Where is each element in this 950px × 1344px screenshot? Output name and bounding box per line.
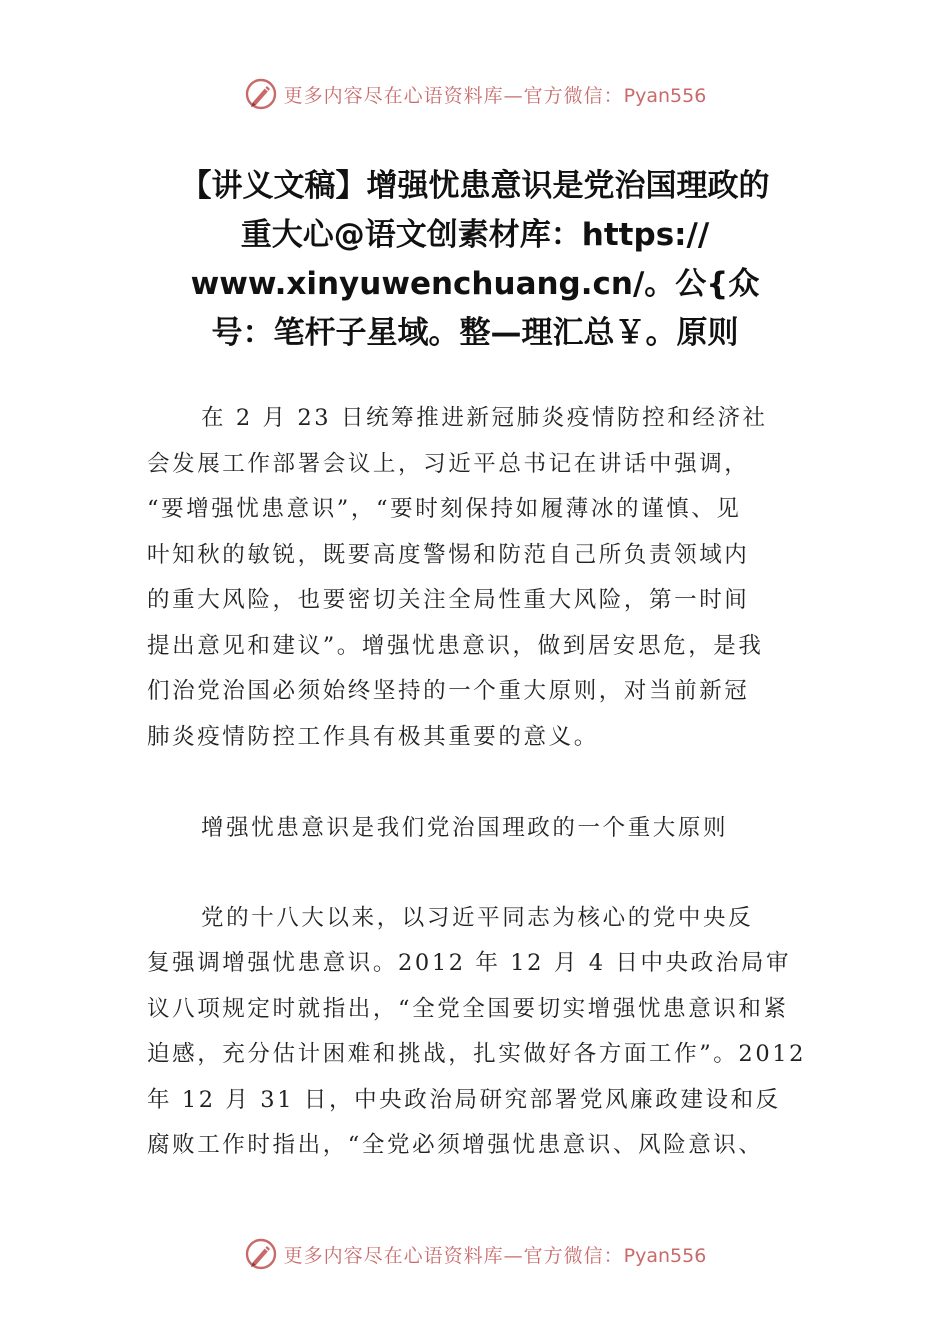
title-line: 【讲义文稿】增强忧患意识是党治国理政的 xyxy=(180,168,770,204)
pen-logo-icon xyxy=(244,1237,278,1271)
text-line: 在 2 月 23 日统筹推进新冠肺炎疫情防控和经济社 xyxy=(201,405,768,431)
watermark-text: 更多内容尽在心语资料库—官方微信：Pyan556 xyxy=(283,84,707,107)
text-line: 议八项规定时就指出，“全党全国要切实增强忧患意识和紧 xyxy=(147,995,789,1022)
title-line: www.xinyuwenchuang.cn/。公{众 xyxy=(190,266,760,302)
paragraph-intro xyxy=(147,396,823,760)
section-heading: 增强忧患意识是我们党治国理政的一个重大原则 xyxy=(201,815,729,841)
text-line: 党的十八大以来，以习近平同志为核心的党中央反 xyxy=(201,904,754,931)
text-line: 年 12 月 31 日，中央政治局研究部署党风廉政建设和反 xyxy=(147,1086,781,1113)
pen-logo-icon xyxy=(244,77,278,111)
watermark-header xyxy=(0,74,950,114)
document-body xyxy=(147,396,823,1169)
text-line: 腐败工作时指出，“全党必须增强忧患意识、风险意识、 xyxy=(147,1132,764,1158)
text-line: “要增强忧患意识”，“要时刻保持如履薄冰的谨慎、见 xyxy=(147,496,742,522)
paragraph-history xyxy=(147,896,823,1169)
watermark-text: 更多内容尽在心语资料库—官方微信：Pyan556 xyxy=(283,1244,707,1267)
title-line: 重大心@语文创素材库：https:// xyxy=(240,217,710,253)
text-line: 叶知秋的敏锐，既要高度警惕和防范自己所负责领域内 xyxy=(147,541,750,568)
text-line: 会发展工作部署会议上，习近平总书记在讲话中强调， xyxy=(147,450,750,477)
text-line: 们治党治国必须始终坚持的一个重大原则，对当前新冠 xyxy=(147,678,750,704)
text-line: 复强调增强忧患意识。2012 年 12 月 4 日中央政治局审 xyxy=(147,950,792,976)
text-line: 肺炎疫情防控工作具有极其重要的意义。 xyxy=(147,723,599,750)
title-line: 号：笔杆子星域。整—理汇总￥。原则 xyxy=(211,315,739,351)
text-line: 提出意见和建议”。增强忧患意识，做到居安思危，是我 xyxy=(147,632,764,659)
watermark-footer xyxy=(0,1234,950,1274)
text-line: 迫感，充分估计困难和挑战，扎实做好各方面工作”。2012 xyxy=(147,1041,807,1067)
document-title xyxy=(100,162,850,358)
text-line: 的重大风险，也要密切关注全局性重大风险，第一时间 xyxy=(147,587,750,613)
